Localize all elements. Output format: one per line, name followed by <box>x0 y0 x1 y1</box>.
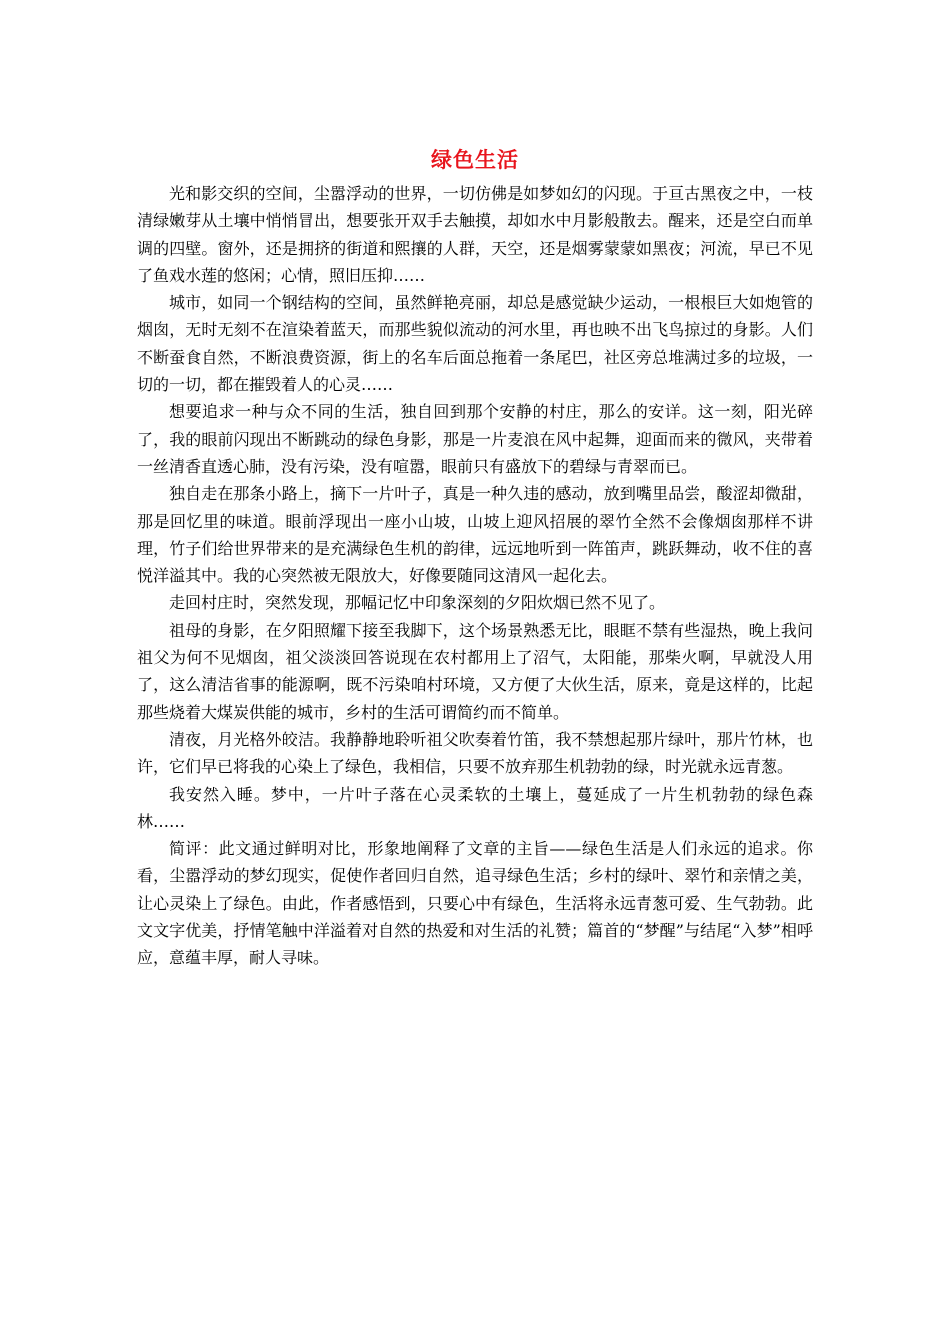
paragraph-6: 祖母的身影，在夕阳照耀下接至我脚下，这个场景熟悉无比，眼眶不禁有些湿热，晚上我问祖父为何不见烟囱，祖父淡淡回答说现在农村都用上了沼气，太阳能，那柴火啊，早就没人用了，这么清洁省事的能源啊，既不污染咱村环境，又方便了大伙生活，原来，竟是这样的，比起那些烧着大煤炭供能的城市，乡村的生活可谓简约而不简单。 <box>137 620 813 722</box>
paragraph-2: 城市，如同一个钢结构的空间，虽然鲜艳亮丽，却总是感觉缺少运动，一根根巨大如炮管的烟囱，无时无刻不在渲染着蓝天，而那些貌似流动的河水里，再也映不出飞鸟掠过的身影。人们不断蚕食自然，不断浪费资源，街上的名车后面总拖着一条尾巴，社区旁总堆满过多的垃圾，一切的一切，都在摧毁着人的心灵…… <box>137 293 813 395</box>
paragraph-5: 走回村庄时，突然发现，那幅记忆中印象深刻的夕阳炊烟已然不见了。 <box>169 593 666 613</box>
paragraph-7: 清夜，月光格外皎洁。我静静地聆听祖父吹奏着竹笛，我不禁想起那片绿叶，那片竹林，也许，它们早已将我的心染上了绿色，我相信，只要不放弃那生机勃勃的绿，时光就永远青葱。 <box>137 729 813 777</box>
paragraph-3: 想要追求一种与众不同的生活，独自回到那个安静的村庄，那么的安详。这一刻，阳光碎了，我的眼前闪现出不断跳动的绿色身影，那是一片麦浪在风中起舞，迎面而来的微风，夹带着一丝清香直透心肺，没有污染，没有喧嚣，眼前只有盛放下的碧绿与青翠而已。 <box>137 402 813 476</box>
paragraph-1: 光和影交织的空间，尘嚣浮动的世界，一切仿佛是如梦如幻的闪现。于亘古黑夜之中，一枝清绿嫩芽从土壤中悄悄冒出，想要张开双手去触摸，却如水中月影般散去。醒来，还是空白而单调的四壁。窗外，还是拥挤的街道和熙攘的人群，天空，还是烟雾蒙蒙如黑夜；河流，早已不见了鱼戏水莲的悠闲；心情，照旧压抑…… <box>137 184 813 285</box>
essay-body <box>137 180 813 972</box>
paragraph-4: 独自走在那条小路上，摘下一片叶子，真是一种久违的感动，放到嘴里品尝，酸涩却微甜，那是回忆里的味道。眼前浮现出一座小山坡，山坡上迎风招展的翠竹全然不会像烟囱那样不讲理，竹子们给世界带来的是充满绿色生机的韵律，远远地听到一阵笛声，跳跃舞动，收不住的喜悦洋溢其中。我的心突然被无限放大，好像要随同这清风一起化去。 <box>137 484 813 586</box>
essay-title: 绿色生活 <box>431 147 519 172</box>
paragraph-8: 我安然入睡。梦中，一片叶子落在心灵柔软的土壤上，蔓延成了一片生机勃勃的绿色森林…… <box>137 784 813 831</box>
commentary-paragraph: 简评：此文通过鲜明对比，形象地阐释了文章的主旨——绿色生活是人们永远的追求。你看，尘嚣浮动的梦幻现实，促使作者回归自然，追寻绿色生活；乡村的绿叶、翠竹和亲情之美，让心灵染上了绿色。由此，作者感悟到，只要心中有绿色，生活将永远青葱可爱、生气勃勃。此文文字优美，抒情笔触中洋溢着对自然的热爱和对生活的礼赞；篇首的“梦醒”与结尾“入梦”相呼应，意蕴丰厚，耐人寻味。 <box>137 839 813 968</box>
